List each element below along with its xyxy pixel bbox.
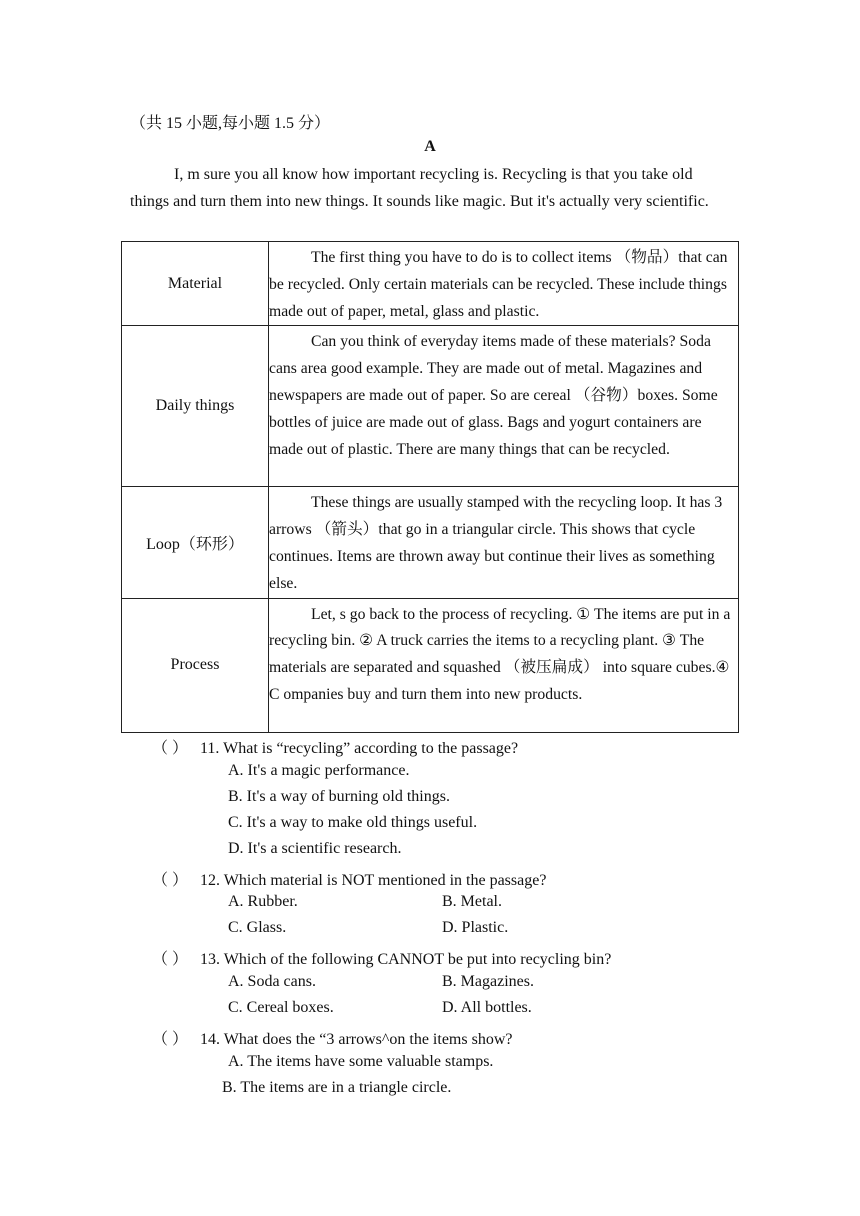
row-label: Material (122, 242, 269, 326)
option: B. Magazines. (442, 973, 534, 990)
option: C. It's a way to make old things useful. (228, 814, 478, 831)
option: A. It's a magic performance. (228, 762, 410, 779)
question-11 (152, 735, 518, 758)
row-label: Loop（环形） (122, 487, 269, 598)
answer-blank[interactable]: （ ） (152, 872, 189, 889)
question-stem: 12. Which material is NOT mentioned in the passage? (200, 872, 547, 889)
row-label: Daily things (122, 326, 269, 487)
passage-title: A (424, 138, 436, 155)
question-14 (152, 1026, 512, 1049)
answer-blank[interactable]: （ ） (152, 951, 189, 968)
answer-blank[interactable]: （ ） (152, 740, 189, 757)
row-text: The first thing you have to do is to collect items （物品）that can be recycled. Only certain materials can be recycled. These include things made out of paper, metal, glass and plastic. (269, 242, 739, 326)
option: A. Soda cans. (228, 973, 316, 990)
row-text: Can you think of everyday items made of these materials? Soda cans area good example. They are made out of metal. Magazines and newspapers are made out of paper. So are cereal （谷物）boxes. Some bottles of juice are made out of glass. Bags and yogurt containers are made out of plastic. There are many things that can be recycled. (269, 326, 739, 487)
question-stem: 14. What does the “3 arrows^on the items show? (200, 1031, 513, 1048)
option: D. It's a scientific research. (228, 840, 402, 857)
question-stem: 11. What is “recycling” according to the passage? (200, 740, 519, 757)
question-13 (152, 946, 611, 969)
option: D. All bottles. (442, 999, 532, 1016)
question-stem: 13. Which of the following CANNOT be put into recycling bin? (200, 951, 612, 968)
answer-blank[interactable]: （ ） (152, 1031, 189, 1048)
option: A. The items have some valuable stamps. (228, 1053, 494, 1070)
row-text: These things are usually stamped with the recycling loop. It has 3 arrows （箭头）that go in a triangular circle. This shows that cycle continues. Items are thrown away but continue their lives as something else. (269, 487, 739, 598)
table-row (122, 487, 739, 598)
option: C. Glass. (228, 919, 287, 936)
row-text: Let, s go back to the process of recycling. ① The items are put in a recycling bin. ② A truck carries the items to a recycling plant. ③ The materials are separated and squashed （被压扁成） into square cubes.④ C ompanies buy and turn them into new products. (269, 598, 739, 732)
table-row (122, 598, 739, 732)
option: C. Cereal boxes. (228, 999, 334, 1016)
table-row (122, 326, 739, 487)
recycling-table (121, 241, 739, 733)
option: B. Metal. (442, 893, 502, 910)
intro-paragraph (130, 162, 730, 215)
option: B. The items are in a triangle circle. (222, 1079, 452, 1096)
option: A. Rubber. (228, 893, 298, 910)
question-12 (152, 867, 546, 890)
intro-text: I, m sure you all know how important recycling is. Recycling is that you take old things and turn them into new things. It sounds like magic. But it's actually very scientific. (130, 166, 709, 210)
section-header: （共 15 小题,每小题 1.5 分） (130, 115, 331, 132)
table-row (122, 242, 739, 326)
option: B. It's a way of burning old things. (228, 788, 450, 805)
option: D. Plastic. (442, 919, 509, 936)
row-label: Process (122, 598, 269, 732)
